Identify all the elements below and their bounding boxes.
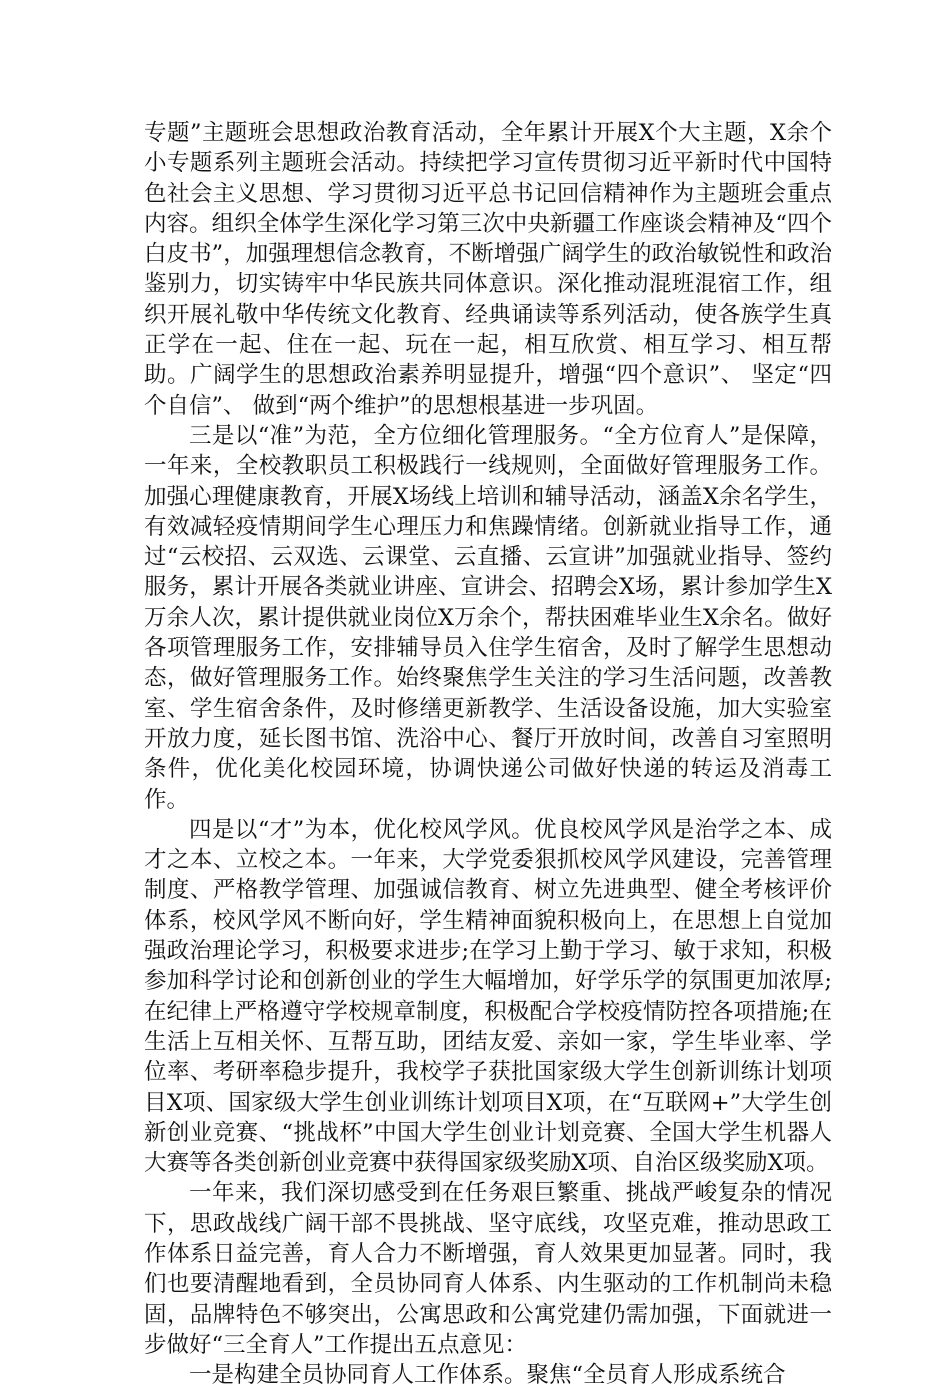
paragraph-first-opinion: 一是构建全员协同育人工作体系。聚焦“全员育人形成系统合 (189, 1362, 786, 1389)
paragraph-management-service: 三是以“准”为范，全方位细化管理服务。“全方位育人”是保障，一年来，全校教职员工积极践行一线规则，全面做好管理服务工作。加强心理健康教育，开展X场线上培训和辅导活动，涵盖X余名学生，有效减轻疫情期间学生心理压力和焦躁情绪。创新就业指导工作，通过“云校招、云双选、云课堂、云直播、云宣讲”加强就业指导、签约服务，累计开展各类就业讲座、宣讲会、招聘会X场，累计参加学生X万余人次，累计提供就业岗位X万余个，帮扶困难毕业生X余名。做好各项管理服务工作，安排辅导员入住学生宿舍，及时了解学生思想动态，做好管理服务工作。始终聚焦学生关注的学习生活问题，改善教室、学生宿舍条件，及时修缮更新教学、生活设备设施，加大实验室开放力度，延长图书馆、洗浴中心、餐厅开放时间，改善自习室照明条件，优化美化校园环境，协调快递公司做好快递的转运及消毒工作。 (144, 422, 832, 813)
document-page (144, 118, 832, 1390)
paragraph-study-style: 四是以“才”为本，优化校风学风。优良校风学风是治学之本、成才之本、立校之本。一年来，大学党委狠抓校风学风建设，完善管理制度、严格教学管理、加强诚信教育、树立先进典型、健全考核评价体系，校风学风不断向好，学生精神面貌积极向上，在思想上自觉加强政治理论学习，积极要求进步;在学习上勤于学习、敏于求知，积极参加科学讨论和创新创业的学生大幅增加，好学乐学的氛围更加浓厚;在纪律上严格遵守学校规章制度，积极配合学校疫情防控各项措施;在生活上互相关怀、互帮互助，团结友爱、亲如一家，学生毕业率、学位率、考研率稳步提升，我校学子获批国家级大学生创新训练计划项目X项、国家级大学生创业训练计划项目X项，在“互联网+”大学生创新创业竞赛、“挑战杯”中国大学生创业计划竞赛、全国大学生机器人大赛等各类创新创业竞赛中获得国家级奖励X项、自治区级奖励X项。 (144, 816, 832, 1177)
paragraph-summary: 一年来，我们深切感受到在任务艰巨繁重、挑战严峻复杂的情况下，思政战线广阔干部不畏挑战、坚守底线，攻坚克难，推动思政工作体系日益完善，育人合力不断增强，育人效果更加显著。同时，我们也要清醒地看到，全员协同育人体系、内生驱动的工作机制尚未稳固，品牌特色不够突出，公寓思政和公寓党建仍需加强，下面就进一步做好“三全育人”工作提出五点意见： (144, 1180, 832, 1358)
paragraph-continuation: 专题”主题班会思想政治教育活动，全年累计开展X个大主题，X余个小专题系列主题班会活动。持续把学习宣传贯彻习近平新时代中国特色社会主义思想、学习贯彻习近平总书记回信精神作为主题班会重点内容。组织全体学生深化学习第三次中央新疆工作座谈会精神及“四个白皮书”，加强理想信念教育，不断增强广阔学生的政治敏锐性和政治鉴别力，切实铸牢中华民族共同体意识。深化推动混班混宿工作，组织开展礼敬中华传统文化教育、经典诵读等系列活动，使各族学生真正学在一起、住在一起、玩在一起，相互欣赏、相互学习、相互帮助。广阔学生的思想政治素养明显提升，增强“四个意识”、 坚定“四个自信”、 做到“两个维护”的思想根基进一步巩固。 (144, 120, 832, 419)
